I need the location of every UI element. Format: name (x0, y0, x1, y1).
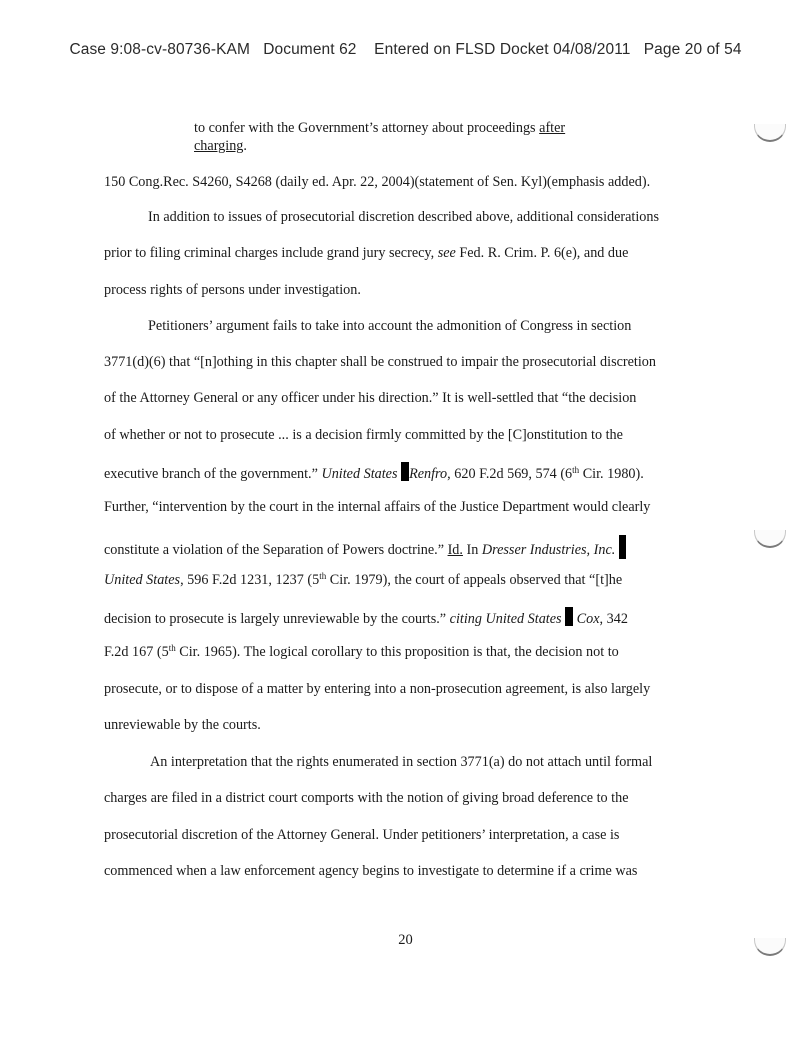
para2-line-5: executive branch of the government.” United States Renfro, 620 F.2d 569, 574 (6th Cir. 1980). (104, 462, 644, 483)
para2-line-10: F.2d 167 (5th Cir. 1965). The logical corollary to this proposition is that, the decision not to (104, 643, 619, 660)
punch-hole-middle (754, 530, 786, 548)
para3-line-4: commenced when a law enforcement agency begins to investigate to determine if a crime was (104, 863, 638, 879)
para3-line-1: An interpretation that the rights enumerated in section 3771(a) do not attach until formal (150, 754, 653, 770)
docket-entry: Entered on FLSD Docket 04/08/2011 (374, 41, 631, 58)
document-number: Document 62 (263, 41, 357, 58)
docket-header (0, 41, 811, 59)
para1-line-3: process rights of persons under investigation. (104, 282, 361, 298)
citation-line: 150 Cong.Rec. S4260, S4268 (daily ed. Apr. 22, 2004)(statement of Sen. Kyl)(emphasis added). (104, 174, 651, 190)
redaction-bar (401, 462, 409, 481)
para2-line-11: prosecute, or to dispose of a matter by entering into a non-prosecution agreement, is also largely (104, 681, 651, 697)
para1-line-2: prior to filing criminal charges include grand jury secrecy, see Fed. R. Crim. P. 6(e), and due (104, 245, 629, 261)
para2-line-12: unreviewable by the courts. (104, 717, 261, 733)
quote-line-1: to confer with the Government’s attorney about proceedings after (194, 120, 566, 136)
para3-line-2: charges are filed in a district court comports with the notion of giving broad deference to the (104, 790, 629, 806)
para2-line-2: 3771(d)(6) that “[n]othing in this chapter shall be construed to impair the prosecutorial discretion (104, 354, 656, 370)
para2-line-9: decision to prosecute is largely unreviewable by the courts.” citing United States Cox, 342 (104, 607, 628, 628)
para1-line-1: In addition to issues of prosecutorial discretion described above, additional considerations (148, 209, 660, 225)
para2-line-1: Petitioners’ argument fails to take into account the admonition of Congress in section (148, 318, 632, 334)
para3-line-3: prosecutorial discretion of the Attorney General. Under petitioners’ interpretation, a case is (104, 827, 620, 843)
para2-line-3: of the Attorney General or any officer under his direction.” It is well-settled that “the decision (104, 390, 637, 406)
quote-line-2: charging. (194, 138, 247, 154)
para2-line-7: constitute a violation of the Separation of Powers doctrine.” Id. In Dresser Industries, Inc. (104, 535, 626, 559)
para2-line-6: Further, “intervention by the court in the internal affairs of the Justice Department would clearly (104, 499, 651, 515)
case-number: Case 9:08-cv-80736-KAM (69, 41, 250, 58)
para2-line-4: of whether or not to prosecute ... is a decision firmly committed by the [C]onstitution to the (104, 427, 623, 443)
redaction-bar (565, 607, 573, 626)
para2-line-8: United States, 596 F.2d 1231, 1237 (5th Cir. 1979), the court of appeals observed that “[t]he (104, 571, 623, 588)
punch-hole-top (754, 124, 786, 142)
redaction-bar (619, 535, 626, 559)
page-indicator: Page 20 of 54 (643, 41, 742, 58)
page-number: 20 (398, 932, 413, 948)
